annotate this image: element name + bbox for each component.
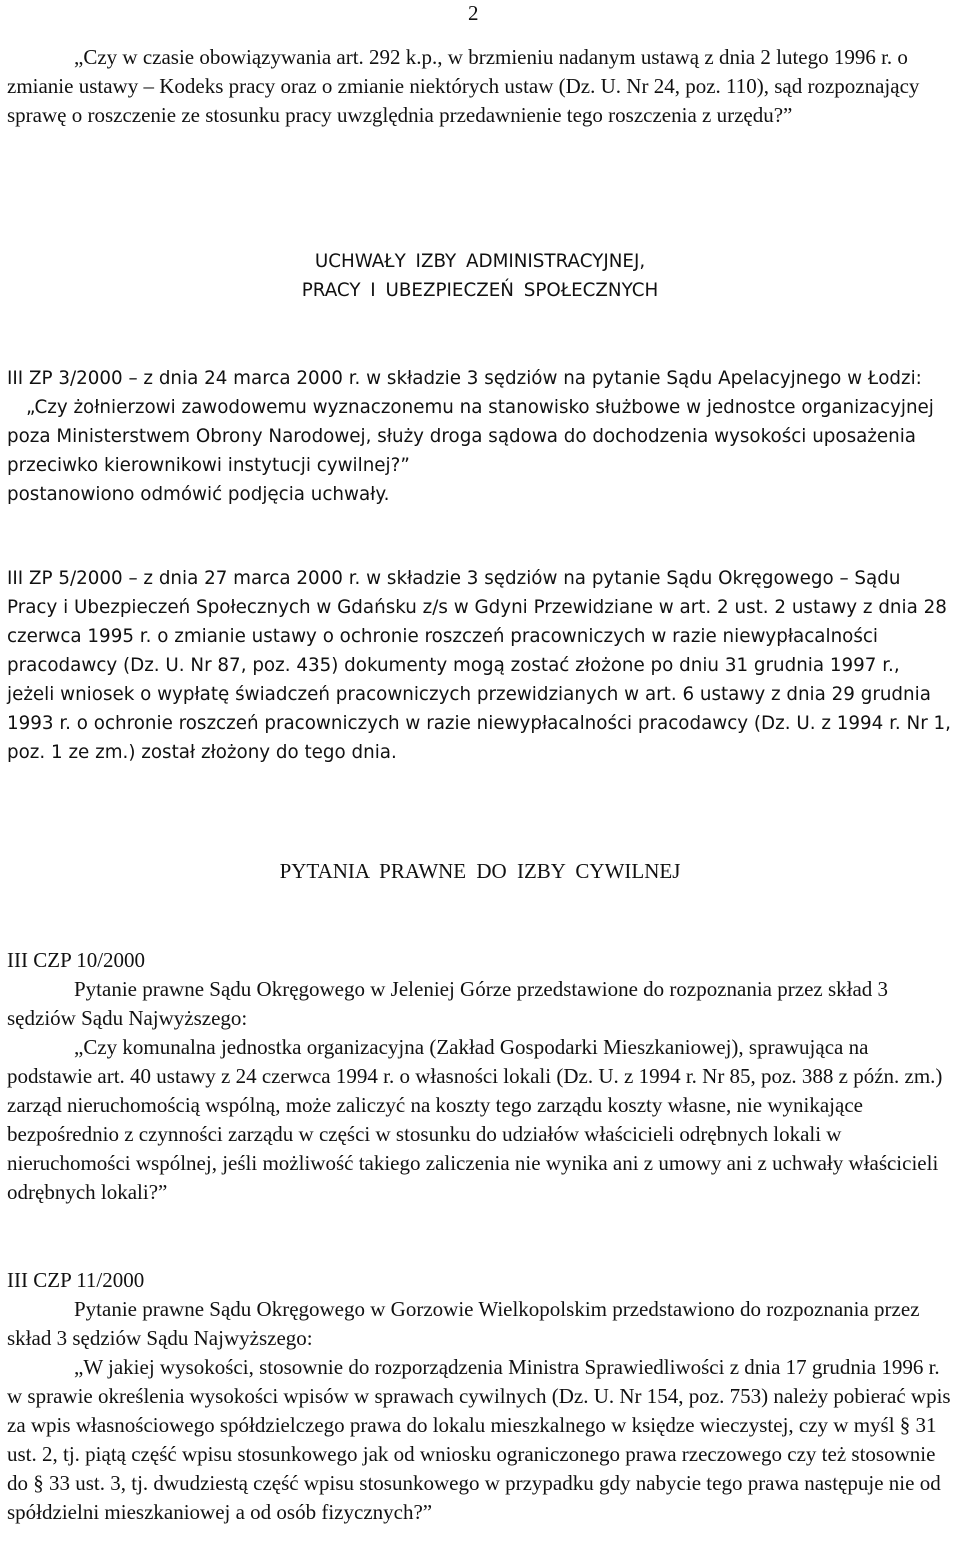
section-admin-title-line2: PRACY I UBEZPIECZEŃ SPOŁECZNYCH bbox=[301, 280, 659, 301]
admin-case-1-question: „Czy żołnierzowi zawodowemu wyznaczonemu na stanowisko służbowe w jednostce organizacyjnej poza Ministerstwem Obrony Narodowej, służy droga sądowa do dochodzenia wysokości uposażenia przeciwko kierownikowi instytucji cywilnej?” bbox=[7, 397, 934, 476]
section-admin-title-line1: UCHWAŁY IZBY ADMINISTRACYJNEJ, bbox=[314, 251, 646, 272]
civil-case-2-intro: Pytanie prawne Sądu Okręgowego w Gorzowie Wielkopolskim przedstawiono do rozpoznania przez skład 3 sędziów Sądu Najwyższego: bbox=[7, 1297, 920, 1350]
civil-case-1 bbox=[7, 946, 952, 1207]
civil-case-1-signature: III CZP 10/2000 bbox=[7, 948, 146, 972]
admin-case-2: III ZP 5/2000 – z dnia 27 marca 2000 r. w składzie 3 sędziów na pytanie Sądu Okręgowego – Sądu Pracy i Ubezpieczeń Społecznych w Gdańsku z/s w Gdyni Przewidziane w art. 2 ust. 2 ustawy z dnia 28 czerwca 1995 r. o zmianie ustawy o ochronie roszczeń pracowniczych w razie niewypłacalności pracodawcy (Dz. U. Nr 87, poz. 435) dokumenty mogą zostać złożone po dniu 31 grudnia 1997 r., jeżeli wniosek o wypłatę świadczeń pracowniczych przewidzianych w art. 6 ustawy z dnia 29 grudnia 1993 r. o ochronie roszczeń pracowniczych w razie niewypłacalności pracodawcy (Dz. U. z 1994 r. Nr 1, poz. 1 ze zm.) został złożony do tego dnia. bbox=[7, 568, 951, 763]
admin-case-1-decision: postanowiono odmówić podjęcia uchwały. bbox=[7, 484, 390, 505]
civil-case-2-signature: III CZP 11/2000 bbox=[7, 1268, 145, 1292]
admin-case-1-header: III ZP 3/2000 – z dnia 24 marca 2000 r. w składzie 3 sędziów na pytanie Sądu Apelacyjnego w Łodzi: bbox=[7, 368, 922, 389]
page-number: 2 bbox=[468, 1, 479, 25]
civil-case-1-question: „Czy komunalna jednostka organizacyjna (Zakład Gospodarki Mieszkaniowej), sprawująca na podstawie art. 40 ustawy z 24 czerwca 1994 r. o własności lokali (Dz. U. z 1994 r. Nr 85, poz. 388 z późn. zm.) zarząd nieruchomością wspólną, może zaliczyć na koszty tego zarządu koszty własne, nie wynikające bezpośrednio z czynności zarządu w części w stosunku do udziałów właścicieli odrębnych lokali w nieruchomości wspólnej, jeśli możliwość takiego zaliczenia nie wynika ani z umowy ani z uchwały właścicieli odrębnych lokali?” bbox=[7, 1035, 943, 1204]
civil-case-2-question: „W jakiej wysokości, stosownie do rozporządzenia Ministra Sprawiedliwości z dnia 17 grudnia 1996 r. w sprawie określenia wysokości wpisów w sprawach cywilnych (Dz. U. Nr 154, poz. 753) należy pobierać wpis za wpis własnościowego spółdzielczego prawa do lokalu mieszkalnego w księdze wieczystej, czy w myśl § 31 ust. 2, tj. piątą część wpisu stosunkowego jak od wniosku ograniczonego prawa rzeczowego czy też stosownie do § 33 ust. 3, tj. dwudziestą część wpisu stosunkowego w przypadku gdy nabycie tego prawa następuje nie od spółdzielni mieszkaniowej a od osób fizycznych?” bbox=[7, 1355, 951, 1524]
section-civil-title: PYTANIA PRAWNE DO IZBY CYWILNEJ bbox=[279, 859, 681, 883]
section-admin-title bbox=[0, 247, 960, 305]
admin-case-1 bbox=[7, 364, 952, 509]
intro-question: „Czy w czasie obowiązywania art. 292 k.p., w brzmieniu nadanym ustawą z dnia 2 lutego 1996 r. o zmianie ustawy – Kodeks pracy oraz o zmianie niektórych ustaw (Dz. U. Nr 24, poz. 110), sąd rozpoznający sprawę o roszczenie ze stosunku pracy uwzględnia przedawnienie tego roszczenia z urzędu?” bbox=[7, 45, 920, 127]
civil-case-1-intro: Pytanie prawne Sądu Okręgowego w Jeleniej Górze przedstawione do rozpoznania przez skład 3 sędziów Sądu Najwyższego: bbox=[7, 977, 889, 1030]
civil-case-2 bbox=[7, 1266, 952, 1527]
